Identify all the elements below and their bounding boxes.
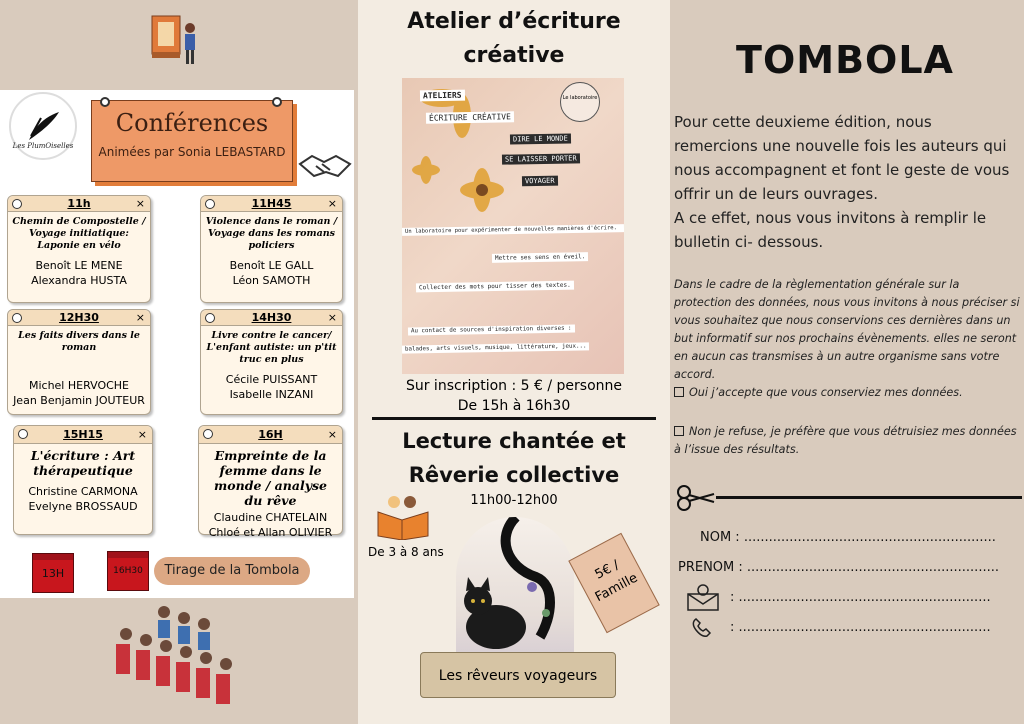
audience-illustration	[112, 604, 260, 716]
phone-icon	[690, 616, 714, 640]
speaker: Michel HERVOCHE	[28, 379, 130, 392]
speaker: Christine CARMONA	[28, 485, 138, 498]
email-field[interactable]	[730, 590, 991, 605]
conference-card	[13, 425, 153, 535]
photo-label-laisser: SE LAISSER PORTER	[502, 153, 580, 164]
phone-dots: .............................................................	[738, 620, 991, 635]
photo-label-sens: Mettre ses sens en éveil.	[492, 252, 588, 263]
lecture-title-line2: Rêverie collective	[408, 463, 620, 487]
pin-icon	[272, 97, 282, 107]
conference-card	[198, 425, 343, 539]
accept-label: Oui j’accepte que vous conserviez mes données.	[689, 386, 963, 399]
card-time: 11h	[67, 197, 91, 210]
conference-card	[7, 195, 151, 303]
middle-panel	[358, 0, 670, 724]
photo-label-balades: balades, arts visuels, musique, littérature, jeux...	[402, 342, 590, 353]
card-title: L'écriture : Art thérapeutique	[30, 448, 136, 478]
speaker: Alexandra HUSTA	[31, 274, 127, 287]
pin-icon	[100, 97, 110, 107]
speaker: Benoît LE MENE	[35, 259, 123, 272]
handshake-icon	[296, 146, 354, 182]
scissors-icon	[678, 486, 714, 510]
lecture-title-line1: Lecture chantée et	[402, 429, 626, 453]
reveurs-banner	[420, 652, 616, 698]
tombola-intro-2: A ce effet, nous vous invitons à remplir le bulletin ci- dessous.	[674, 209, 987, 251]
cut-line	[676, 484, 1022, 512]
atelier-title-line1: Atelier d’écriture	[407, 9, 621, 34]
tirage-label: Tirage de la Tombola	[154, 557, 310, 585]
conference-card	[7, 309, 151, 415]
email-icon	[686, 584, 720, 612]
card-time: 12H30	[59, 311, 99, 324]
card-title: Chemin de Compostelle / Voyage initiatique: Laponie en vélo	[12, 216, 146, 251]
conferences-banner	[91, 100, 293, 182]
tombola-intro: Pour cette deuxieme édition, nous remercions une nouvelle fois les auteurs qui nous accompagnent et font le geste de vous offrir un de leurs ouvrages.	[674, 113, 1010, 203]
refuse-checkbox[interactable]	[674, 426, 684, 436]
email-dots: .............................................................	[738, 590, 991, 605]
card-title: Violence dans le roman / Voyage dans les romans policiers	[205, 216, 338, 251]
left-panel	[0, 0, 358, 724]
conference-card	[200, 309, 343, 415]
speaker: Claudine CHATELAIN	[213, 511, 328, 524]
card-time: 16H	[258, 428, 283, 441]
speaker: Cécile PUISSANT	[225, 373, 318, 386]
speaker: Léon SAMOTH	[232, 274, 311, 287]
photo-label-ateliers: ATELIERS	[420, 90, 465, 102]
accept-checkbox[interactable]	[674, 387, 684, 397]
price-tag-text: 5€ / Famille	[592, 557, 641, 606]
card-header	[201, 310, 342, 326]
speaker: Evelyne BROSSAUD	[28, 500, 138, 513]
prenom-dots: .............................................................	[746, 560, 999, 575]
atelier-photo	[402, 78, 624, 374]
card-time: 11H45	[251, 197, 292, 210]
close-icon: ×	[327, 197, 337, 210]
reader-illustration	[150, 8, 206, 70]
divider	[372, 417, 656, 420]
atelier-title-line2: créative	[463, 43, 565, 68]
time-box-16h30: 16H30	[107, 551, 149, 591]
atelier-hours: De 15h à 16h30	[457, 398, 571, 414]
time-box-13h: 13H	[32, 553, 74, 593]
photo-label-voyager: VOYAGER	[522, 176, 558, 187]
cat-arch-illustration	[456, 517, 574, 657]
photo-label-contact: Au contact de sources d'inspiration diverses :	[408, 325, 575, 336]
conferences-title: Conférences	[115, 109, 269, 137]
card-time: 15H15	[63, 428, 103, 441]
prenom-field[interactable]	[678, 560, 999, 575]
card-time: 14H30	[251, 311, 292, 324]
speaker: Chloé et Allan OLIVIER	[208, 526, 333, 539]
card-header	[8, 196, 150, 212]
card-title: Livre contre le cancer/ L'enfant autiste: un p'tit truc en plus	[206, 330, 337, 365]
card-header	[14, 426, 152, 444]
card-header	[199, 426, 342, 444]
photo-label-collecter: Collecter des mots pour tisser des textes.	[416, 281, 574, 293]
card-title: Les faits divers dans le roman	[18, 330, 140, 353]
inscription-price: Sur inscription : 5 € / personne	[405, 378, 623, 394]
feather-logo-icon	[23, 110, 63, 142]
close-icon: ×	[137, 428, 147, 441]
close-icon: ×	[327, 428, 337, 441]
card-title: Empreinte de la femme dans le monde / analyse du rêve	[214, 448, 327, 508]
tombola-title: TOMBOLA	[736, 38, 954, 82]
gdpr-notice: Dans le cadre de la règlementation générale sur la protection des données, nous vous invitons à nous préciser si vous souhaitez que nous conservions ces dernières dans un but informatif sur nos prochains évènements. elles ne seront en aucun cas transmises à un autre organisme sans votre accord.	[674, 278, 1020, 381]
refuse-label: Non je refuse, je préfère que vous détruisiez mes données à l’issue des résultats.	[674, 425, 1017, 456]
refuse-option	[674, 423, 1020, 459]
prenom-label: PRENOM :	[678, 560, 747, 575]
phone-label: :	[730, 620, 739, 635]
close-icon: ×	[135, 311, 145, 324]
email-label: :	[730, 590, 739, 605]
photo-label-ecriture: ÉCRITURE CRÉATIVE	[426, 111, 514, 124]
photo-label-dire: DIRE LE MONDE	[510, 133, 571, 144]
cat-icon	[456, 517, 574, 657]
banner-text: Les rêveurs voyageurs	[438, 668, 598, 684]
close-icon: ×	[327, 311, 337, 324]
close-icon: ×	[135, 197, 145, 210]
plumoiselles-logo	[9, 92, 77, 160]
nom-label: NOM :	[700, 530, 744, 545]
nom-field[interactable]	[700, 530, 996, 545]
open-book-icon	[374, 492, 432, 540]
laboratoire-stamp: Le laboratoire	[560, 82, 600, 122]
card-header	[201, 196, 342, 212]
speaker: Benoît LE GALL	[229, 259, 314, 272]
card-header	[8, 310, 150, 326]
photo-label-laboratoire: Un laboratoire pour expérimenter de nouvelles manières d'écrire.	[402, 224, 624, 236]
conference-card	[200, 195, 343, 303]
logo-text: Les PlumOiselles	[12, 142, 74, 150]
age-range: De 3 à 8 ans	[368, 545, 444, 559]
accept-option	[674, 384, 1020, 402]
nom-dots: .............................................................	[743, 530, 996, 545]
price-tag	[568, 533, 659, 634]
phone-field[interactable]	[730, 620, 991, 635]
speaker: Isabelle INZANI	[229, 388, 314, 401]
lecture-time: 11h00-12h00	[470, 493, 558, 508]
speaker: Jean Benjamin JOUTEUR	[13, 394, 145, 407]
conferences-subtitle: Animées par Sonia LEBASTARD	[98, 145, 286, 159]
